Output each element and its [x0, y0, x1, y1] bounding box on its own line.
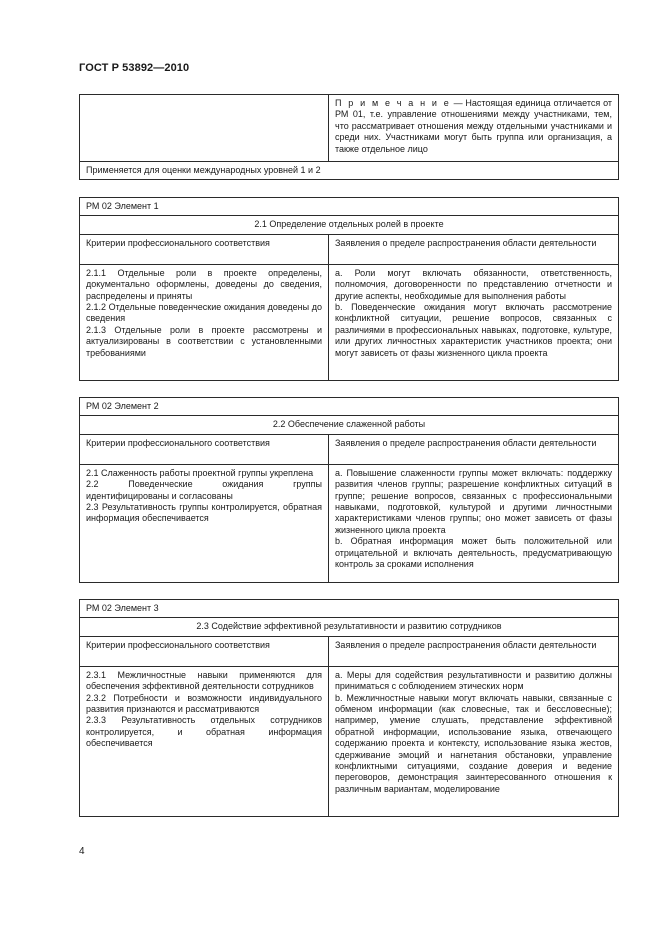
column-header-statements: Заявления о пределе распространения области деятельности [329, 434, 619, 464]
criteria-item: 2.2 Поведенческие ожидания группы идентифицированы и согласованы [86, 479, 322, 501]
criteria-item: 2.3 Результативность группы контролируется, обратная информация обеспечивается [86, 502, 322, 524]
criteria-item: 2.1.2 Отдельные поведенческие ожидания доведены до сведения [86, 302, 322, 324]
criteria-item: 2.3.3 Результативность отдельных сотрудников контролируется, и обратная информация обеспечивается [86, 715, 322, 749]
statement-item: b. Межличностные навыки могут включать навыки, связанные с обменом информации (как словесные, так и бессловесные); например, умение слушать, представление эффективной обратной информации, использование языка, отвечающего содержанию проекта и контексту, использование языка жестов, сдерживание эмоций и нагнетания обстановки, управление конфликтными ситуациями, создание доверия и ведение переговоров, демонстрация заинтересованного отношения к различным вариантам, моделирование [335, 692, 613, 794]
element-table [79, 599, 619, 817]
statements-cell [329, 666, 619, 816]
statements-cell [329, 264, 619, 380]
criteria-cell [80, 666, 329, 816]
note-text: — Настоящая единица отличается от РМ 01, т.е. управление отношениями между участниками, тем, что рассматривает отношения между отдельными участниками и среди них. Участниками могут быть группа или организация, а также отдельное лицо [335, 98, 613, 154]
criteria-item: 2.1 Слаженность работы проектной группы укреплена [86, 467, 314, 478]
element-code: РМ 02 Элемент 3 [80, 600, 619, 618]
element-title: 2.2 Обеспечение слаженной работы [80, 416, 619, 434]
element-code: РМ 02 Элемент 2 [80, 398, 619, 416]
document-header: ГОСТ Р 53892—2010 [79, 62, 190, 74]
element-title: 2.3 Содействие эффективной результативности и развитию сотрудников [80, 618, 619, 636]
element-code: РМ 02 Элемент 1 [80, 198, 619, 216]
element-table [79, 197, 619, 381]
statement-item: b. Обратная информация может быть положительной или отрицательной и включать деятельность, предусматривающую контроль за сроками исполнения [335, 536, 613, 570]
criteria-item: 2.3.1 Межличностные навыки применяются для обеспечения эффективной деятельности сотрудников [86, 669, 322, 692]
element-title: 2.1 Определение отдельных ролей в проекте [80, 216, 619, 234]
note-label: П р и м е ч а н и е [335, 98, 451, 108]
statement-item: a. Роли могут включать обязанности, ответственность, полномочия, договоренности по представлению отчетности и другие аспекты, необходимые для выполнения работы [335, 267, 613, 301]
statement-item: b. Поведенческие ожидания могут включать рассмотрение конфликтной ситуации, решение вопросов, связанных с различиями в профессиональных навыках, подготовке, культуре, или других личностных характеристик участников проекта; они могут зависеть от фазы жизненного цикла проекта [335, 302, 613, 358]
statement-item: a. Меры для содействия результативности и развитию должны приниматься с соблюдением этических норм [335, 669, 613, 692]
criteria-item: 2.1.1 Отдельные роли в проекте определены, документально оформлены, доведены до сведения, распределены и приняты [86, 267, 322, 301]
statements-cell [329, 464, 619, 582]
criteria-cell [80, 464, 329, 582]
criteria-cell [80, 264, 329, 380]
intro-table [79, 94, 619, 180]
criteria-item: 2.3.2 Потребности и возможности индивидуального развития признаются и рассматриваются [86, 692, 322, 715]
note-cell [329, 95, 619, 162]
column-header-criteria: Критерии профессионального соответствия [80, 636, 329, 666]
column-header-statements: Заявления о пределе распространения области деятельности [329, 636, 619, 666]
empty-cell [80, 95, 329, 162]
column-header-criteria: Критерии профессионального соответствия [80, 434, 329, 464]
column-header-criteria: Критерии профессионального соответствия [80, 234, 329, 264]
applies-note: Применяется для оценки международных уровней 1 и 2 [80, 162, 619, 180]
element-table [79, 397, 619, 583]
page-number: 4 [79, 846, 85, 857]
column-header-statements: Заявления о пределе распространения области деятельности [329, 234, 619, 264]
statement-item: a. Повышение слаженности группы может включать: поддержку развития членов группы; разрешение конфликтных ситуаций в группе; решение вопросов, связанных с профессиональными навыками, подготовкой, культурой и другими личностными характеристиками членов группы; оно может зависеть от фазы жизненного цикла проекта [335, 467, 613, 535]
criteria-item: 2.1.3 Отдельные роли в проекте рассмотрены и актуализированы в соответствии с установленными требованиями [86, 324, 322, 358]
